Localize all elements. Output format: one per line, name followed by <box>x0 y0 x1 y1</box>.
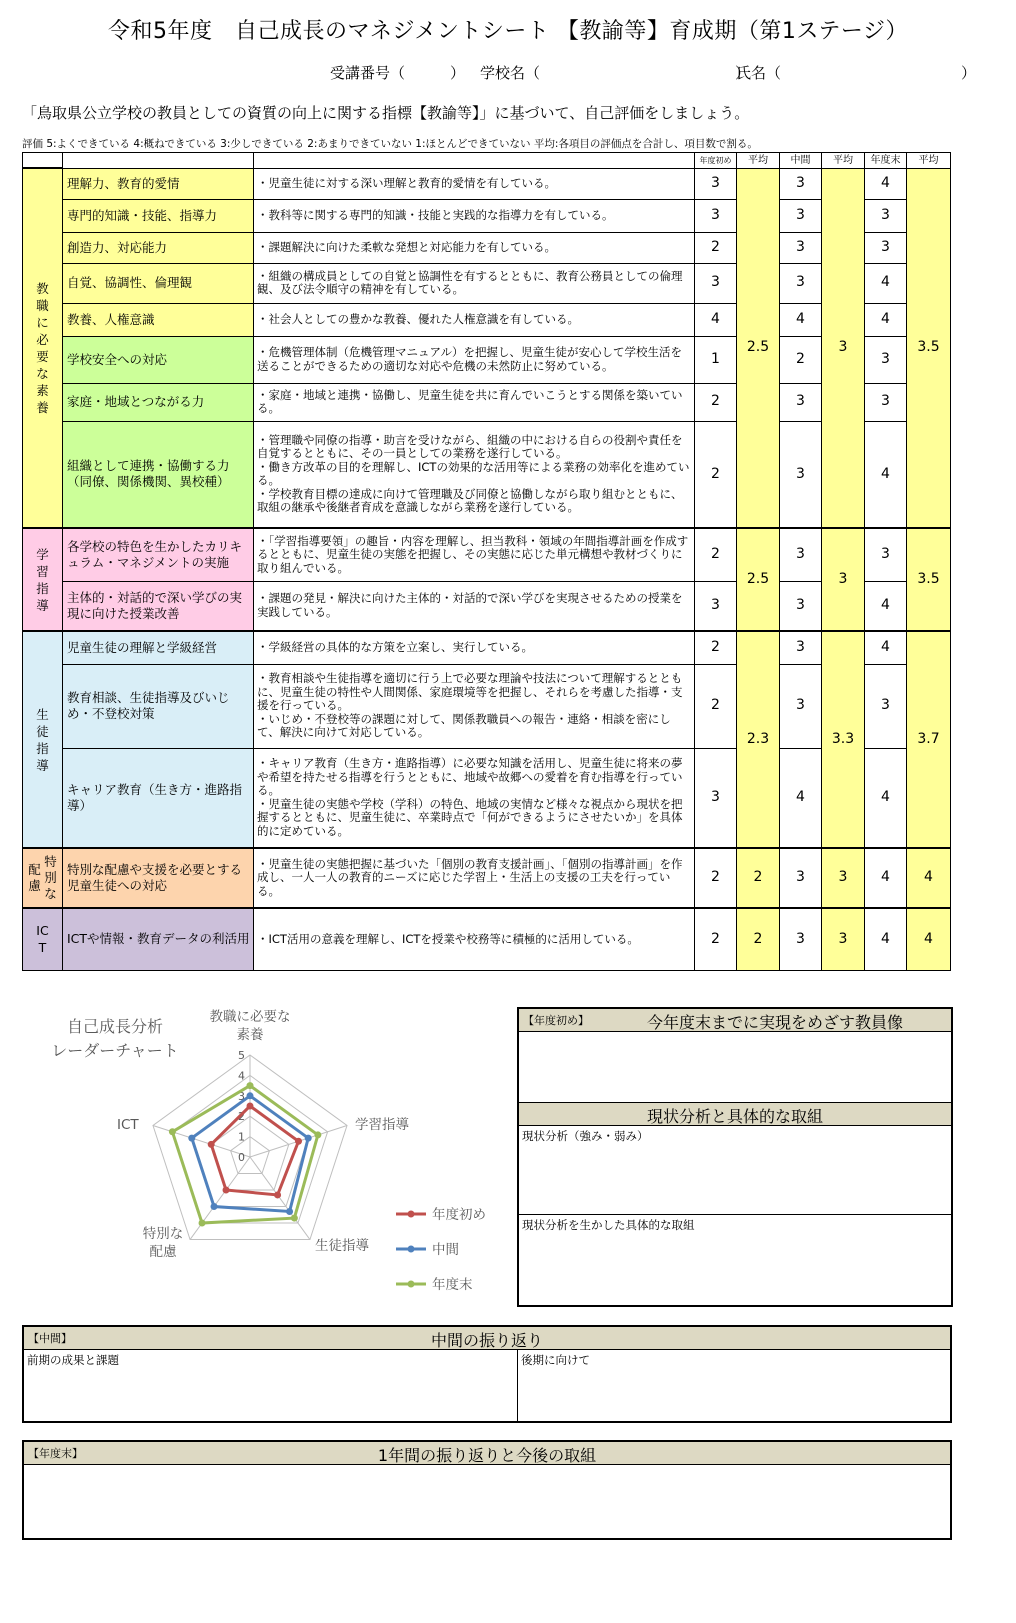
score-mid[interactable]: 3 <box>780 664 822 748</box>
legend-marker <box>408 1246 415 1253</box>
item-description: ・キャリア教育（生き方・進路指導）に必要な知識を活用し、児童生徒に将来の夢や希望を持たせる指導を行うとともに、地域や故郷への愛着を育む指導を行っている。 ・児童生徒の実態や学校（学科）の特色、地域の実情など様々な視点から現状を把握するとともに、児童生徒に、卒業時点で「何ができるようにさせたいか」を具体的に定めている。 <box>254 748 695 848</box>
radar-axis-label: 特別な <box>142 1226 184 1242</box>
category-label <box>23 848 63 908</box>
header-mid: 中間 <box>780 153 822 169</box>
radar-axis-label: ICT <box>117 1117 139 1133</box>
item-name: 教養、人権意識 <box>63 303 254 336</box>
score-mid[interactable]: 3 <box>780 631 822 664</box>
table-row <box>23 908 951 970</box>
score-mid[interactable]: 4 <box>780 748 822 848</box>
item-name: キャリア教育（生き方・進路指導） <box>63 748 254 848</box>
average-start: 2 <box>737 848 780 908</box>
average-end: 4 <box>907 848 951 908</box>
goal-box-tag: 【年度初め】 <box>523 1014 589 1027</box>
table-header-row <box>23 153 951 169</box>
legend-label: 年度末 <box>432 1277 473 1293</box>
radar-tick-label: 3 <box>238 1089 245 1103</box>
goal-box-title: 今年度末までに実現をめざす教員像 <box>646 1013 903 1032</box>
category-label-b: 特別な <box>44 854 57 901</box>
radar-axis-label: 生徒指導 <box>315 1238 369 1254</box>
item-name: 学校安全への対応 <box>63 336 254 383</box>
radar-axis-label: 学習指導 <box>355 1117 409 1133</box>
score-start[interactable]: 3 <box>695 168 737 199</box>
score-mid[interactable]: 3 <box>780 581 822 631</box>
category-label <box>23 528 63 631</box>
score-end[interactable]: 4 <box>865 848 907 908</box>
self-evaluation-table <box>22 152 951 971</box>
radar-data-point <box>208 1141 215 1148</box>
second-half-label: 後期に向けて <box>521 1353 590 1367</box>
category-label-split <box>23 854 62 902</box>
score-start[interactable]: 2 <box>695 664 737 748</box>
category-label-text: ICT <box>36 923 49 956</box>
analysis-input-area[interactable] <box>519 1126 951 1215</box>
score-start[interactable]: 3 <box>695 263 737 303</box>
end-review-box <box>22 1440 952 1540</box>
table-row <box>23 303 951 336</box>
table-row <box>23 383 951 421</box>
average-start: 2.5 <box>737 528 780 631</box>
item-description: ・児童生徒の実態把握に基づいた「個別の教育支援計画」、「個別の指導計画」を作成し、一人一人の教育的ニーズに応じた学習上・生活上の支援の工夫を行っている。 <box>254 848 695 908</box>
item-name: 自覚、協調性、倫理観 <box>63 263 254 303</box>
average-mid: 3 <box>822 908 865 970</box>
header-end: 年度末 <box>865 153 907 169</box>
end-review-input[interactable] <box>24 1465 950 1537</box>
item-name: 専門的知識・技能、指導力 <box>63 199 254 232</box>
radar-data-point <box>291 1215 298 1222</box>
page-title: 令和5年度 自己成長のマネジメントシート 【教諭等】育成期（第1ステージ） <box>108 19 908 44</box>
score-end[interactable]: 4 <box>865 303 907 336</box>
mid-review-box <box>22 1325 952 1423</box>
average-end: 3.5 <box>907 528 951 631</box>
score-mid[interactable]: 4 <box>780 303 822 336</box>
table-row <box>23 421 951 528</box>
score-mid[interactable]: 3 <box>780 383 822 421</box>
score-mid[interactable]: 3 <box>780 232 822 263</box>
category-label <box>23 908 63 970</box>
goal-box <box>517 1007 953 1307</box>
radar-chart <box>100 1005 510 1305</box>
score-start[interactable]: 2 <box>695 631 737 664</box>
second-half-input[interactable] <box>518 1350 950 1421</box>
item-description: ・「学習指導要領」の趣旨・内容を理解し、担当教科・領域の年間指導計画を作成するとともに、児童生徒の実態を把握し、その実態に応じた単元構想や教材づくりに取り組んでいる。 <box>254 528 695 581</box>
end-box-title: 1年間の振り返りと今後の取組 <box>377 1446 597 1465</box>
header-avg: 平均 <box>737 153 780 169</box>
radar-tick-label: 5 <box>238 1049 245 1062</box>
score-mid[interactable]: 2 <box>780 336 822 383</box>
average-end: 3.7 <box>907 631 951 848</box>
score-mid[interactable]: 3 <box>780 168 822 199</box>
legend-label: 中間 <box>432 1242 459 1258</box>
score-start[interactable]: 4 <box>695 303 737 336</box>
score-end[interactable]: 4 <box>865 263 907 303</box>
average-mid: 3 <box>822 528 865 631</box>
item-name: 組織として連携・協働する力（同僚、関係機関、異校種） <box>63 421 254 528</box>
score-end[interactable]: 4 <box>865 631 907 664</box>
item-description: ・管理職や同僚の指導・助言を受けながら、組織の中における自らの役割や責任を自覚するとともに、その一員としての業務を遂行している。 ・働き方改革の目的を理解し、ICTの効果的な活用等による業務の効率化を進めている。 ・学校教育目標の達成に向けて管理職及び同僚と協働しながら取り組むとともに、取組の継承や後継者育成を意識しながら業務を遂行している。 <box>254 421 695 528</box>
category-label-text: 教職に必要な素養 <box>36 281 49 415</box>
table-row <box>23 631 951 664</box>
score-start[interactable]: 3 <box>695 581 737 631</box>
radar-data-point <box>169 1128 176 1135</box>
table-row <box>23 232 951 263</box>
score-end[interactable]: 4 <box>865 908 907 970</box>
end-box-tag: 【年度末】 <box>28 1447 83 1460</box>
legend-marker <box>408 1211 415 1218</box>
average-start: 2.5 <box>737 168 780 528</box>
radar-axis-label: 教職に必要な <box>209 1009 291 1025</box>
radar-tick-label: 4 <box>238 1069 245 1083</box>
table-row <box>23 748 951 848</box>
table-row <box>23 168 951 199</box>
item-description: ・課題の発見・解決に向けた主体的・対話的で深い学びを実現させるための授業を実践している。 <box>254 581 695 631</box>
header-blank <box>23 153 63 169</box>
average-mid: 3 <box>822 848 865 908</box>
score-start[interactable]: 2 <box>695 528 737 581</box>
header-start: 年度初め <box>695 153 737 169</box>
item-description: ・教科等に関する専門的知識・技能と実践的な指導力を有している。 <box>254 199 695 232</box>
score-end[interactable]: 3 <box>865 528 907 581</box>
item-description: ・児童生徒に対する深い理解と教育的愛情を有している。 <box>254 168 695 199</box>
score-start[interactable]: 3 <box>695 748 737 848</box>
score-mid[interactable]: 3 <box>780 263 822 303</box>
radar-title-line2: レーダーチャート <box>51 1041 179 1060</box>
header-blank <box>254 153 695 169</box>
category-label-a: 配慮 <box>28 862 41 893</box>
radar-tick-label: 0 <box>238 1151 245 1164</box>
score-mid[interactable]: 3 <box>780 528 822 581</box>
school-name-field[interactable]: 学校名（ ） <box>480 64 751 82</box>
item-description: ・ICT活用の意義を理解し、ICTを授業や校務等に積極的に活用している。 <box>254 908 695 970</box>
category-label <box>23 631 63 848</box>
goal-input-area[interactable] <box>519 1032 951 1103</box>
item-name: ICTや情報・教育データの利活用 <box>63 908 254 970</box>
score-end[interactable]: 4 <box>865 168 907 199</box>
radar-data-point <box>247 1082 254 1089</box>
score-end[interactable]: 4 <box>865 581 907 631</box>
item-name: 教育相談、生徒指導及びいじめ・不登校対策 <box>63 664 254 748</box>
score-start[interactable]: 2 <box>695 383 737 421</box>
radar-data-point <box>305 1135 312 1142</box>
radar-data-point <box>247 1103 254 1110</box>
score-end[interactable]: 3 <box>865 383 907 421</box>
radar-data-point <box>247 1092 254 1099</box>
rating-legend: 評価 5:よくできている 4:概ねできている 3:少しできている 2:あまりできていない 1:ほとんどできていない 平均:各項目の評価点を合計し、項目数で割る。 <box>22 138 758 150</box>
average-start: 2.3 <box>737 631 780 848</box>
teacher-name-field[interactable]: 氏名（ ） <box>736 64 977 82</box>
header-blank <box>63 153 254 169</box>
score-start[interactable]: 1 <box>695 336 737 383</box>
item-description: ・学級経営の具体的な方策を立案し、実行している。 <box>254 631 695 664</box>
average-mid: 3 <box>822 168 865 528</box>
item-name: 主体的・対話的で深い学びの実現に向けた授業改善 <box>63 581 254 631</box>
score-start[interactable]: 3 <box>695 199 737 232</box>
item-description: ・課題解決に向けた柔軟な発想と対応能力を有している。 <box>254 232 695 263</box>
category-label-text: 学習指導 <box>36 546 49 613</box>
item-name: 特別な配慮や支援を必要とする児童生徒への対応 <box>63 848 254 908</box>
score-mid[interactable]: 3 <box>780 199 822 232</box>
category-label <box>23 168 63 528</box>
score-end[interactable]: 4 <box>865 748 907 848</box>
score-end[interactable]: 3 <box>865 199 907 232</box>
action-label: 現状分析を生かした具体的な取組 <box>522 1218 695 1232</box>
item-description: ・危機管理体制（危機管理マニュアル）を把握し、児童生徒が安心して学校生活を送ることができるための適切な対応や危機の未然防止に努めている。 <box>254 336 695 383</box>
radar-data-point <box>199 1220 206 1227</box>
radar-axis-label: 素養 <box>236 1027 264 1043</box>
action-input-area[interactable] <box>519 1215 951 1303</box>
registration-number[interactable]: 受講番号（ ） <box>330 64 466 82</box>
intro-text: 「鳥取県公立学校の教員としての資質の向上に関する指標【教諭等】」に基づいて、自己評価をしましょう。 <box>22 104 750 122</box>
score-start[interactable]: 2 <box>695 848 737 908</box>
analysis-label: 現状分析（強み・弱み） <box>522 1129 649 1143</box>
score-end[interactable]: 4 <box>865 421 907 528</box>
analysis-title: 現状分析と具体的な取組 <box>646 1107 823 1126</box>
item-description: ・社会人としての豊かな教養、優れた人権意識を有している。 <box>254 303 695 336</box>
radar-data-point <box>211 1203 218 1210</box>
score-end[interactable]: 3 <box>865 336 907 383</box>
average-mid: 3.3 <box>822 631 865 848</box>
score-start[interactable]: 2 <box>695 232 737 263</box>
item-description: ・教育相談や生徒指導を適切に行う上で必要な理論や技法について理解するとともに、児童生徒の特性や人間関係、家庭環境等を把握し、それらを考慮した指導・支援を行っている。 ・いじめ・不登校等の課題に対して、関係教職員への報告・連絡・相談を密にして、解決に向けて対応している。 <box>254 664 695 748</box>
table-row <box>23 263 951 303</box>
score-start[interactable]: 2 <box>695 421 737 528</box>
header-avg: 平均 <box>907 153 951 169</box>
legend-label: 年度初め <box>432 1207 486 1223</box>
table-row <box>23 199 951 232</box>
score-end[interactable]: 3 <box>865 664 907 748</box>
radar-data-point <box>223 1187 230 1194</box>
item-name: 理解力、教育的愛情 <box>63 168 254 199</box>
radar-data-point <box>188 1135 195 1142</box>
table-row <box>23 336 951 383</box>
average-end: 4 <box>907 908 951 970</box>
item-name: 創造力、対応能力 <box>63 232 254 263</box>
legend-marker <box>408 1281 415 1288</box>
average-end: 3.5 <box>907 168 951 528</box>
first-half-input[interactable] <box>24 1350 518 1421</box>
radar-tick-label: 2 <box>238 1110 245 1124</box>
table-row <box>23 528 951 581</box>
item-name: 家庭・地域とつながる力 <box>63 383 254 421</box>
radar-title-line1: 自己成長分析 <box>66 1017 163 1036</box>
table-row <box>23 581 951 631</box>
average-start: 2 <box>737 908 780 970</box>
radar-data-point <box>314 1131 321 1138</box>
score-end[interactable]: 3 <box>865 232 907 263</box>
radar-axis-label: 配慮 <box>149 1244 177 1260</box>
mid-box-title: 中間の振り返り <box>430 1331 543 1350</box>
score-mid[interactable]: 3 <box>780 908 822 970</box>
header-avg: 平均 <box>822 153 865 169</box>
table-row <box>23 664 951 748</box>
radar-data-point <box>286 1208 293 1215</box>
radar-series-line <box>172 1086 318 1223</box>
score-mid[interactable]: 3 <box>780 421 822 528</box>
radar-tick-label: 1 <box>238 1130 245 1144</box>
radar-data-point <box>295 1138 302 1145</box>
score-mid[interactable]: 3 <box>780 848 822 908</box>
table-row <box>23 848 951 908</box>
item-name: 児童生徒の理解と学級経営 <box>63 631 254 664</box>
item-name: 各学校の特色を生かしたカリキュラム・マネジメントの実施 <box>63 528 254 581</box>
score-start[interactable]: 2 <box>695 908 737 970</box>
radar-data-point <box>274 1191 281 1198</box>
first-half-label: 前期の成果と課題 <box>27 1353 119 1367</box>
category-label-text: 生徒指導 <box>36 706 49 773</box>
mid-box-tag: 【中間】 <box>28 1332 72 1345</box>
item-description: ・組織の構成員としての自覚と協調性を有するとともに、教育公務員としての倫理観、及び法令順守の精神を有している。 <box>254 263 695 303</box>
item-description: ・家庭・地域と連携・協働し、児童生徒を共に育んでいこうとする関係を築いている。 <box>254 383 695 421</box>
